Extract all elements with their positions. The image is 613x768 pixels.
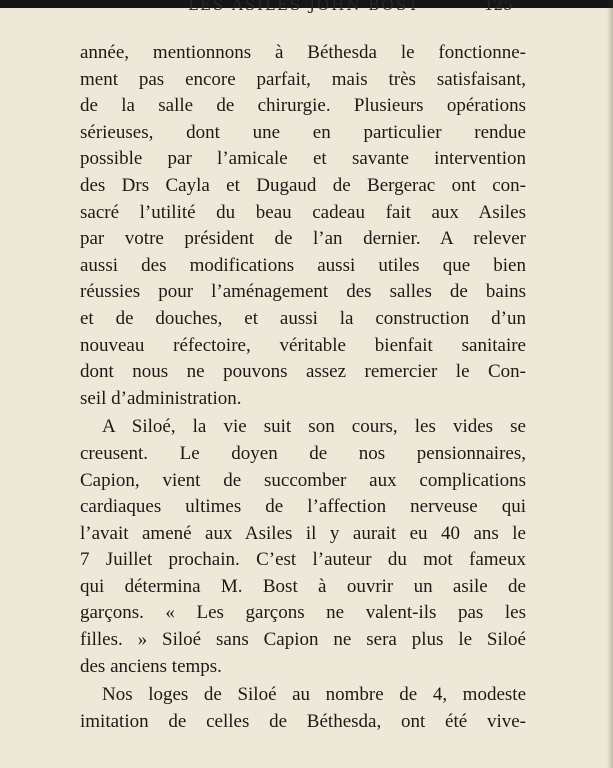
text-line: A Siloé, la vie suit son cours, les vides se bbox=[102, 416, 526, 438]
page-edge-shadow bbox=[607, 0, 613, 768]
text-line: sérieuses, dont une en particulier rendue bbox=[80, 121, 526, 143]
text-line: nouveau réfectoire, véritable bienfait sanitaire bbox=[80, 334, 526, 356]
text-line: creusent. Le doyen de nos pensionnaires, bbox=[80, 442, 526, 464]
text-line: filles. » Siloé sans Capion ne sera plus le Siloé bbox=[80, 629, 526, 651]
text-line: Nos loges de Siloé au nombre de 4, modeste bbox=[102, 684, 526, 706]
text-line: année, mentionnons à Béthesda le fonctionne- bbox=[80, 42, 526, 63]
text-line: 7 Juillet prochain. C’est l’auteur du mot fameux bbox=[80, 549, 526, 571]
text-line: cardiaques ultimes de l’affection nerveuse qui bbox=[80, 496, 526, 518]
text-line: aussi des modifications aussi utiles que bien bbox=[80, 254, 526, 276]
text-line: ment pas encore parfait, mais très satisfaisant, bbox=[80, 68, 526, 90]
body-text bbox=[80, 40, 526, 735]
text-line: sacré l’utilité du beau cadeau fait aux Asiles bbox=[80, 201, 526, 223]
text-line: dont nous ne pouvons assez remercier le Con- bbox=[80, 361, 526, 383]
text-line: et de douches, et aussi la construction d’un bbox=[80, 307, 526, 329]
text-line: seil d’administration. bbox=[80, 387, 242, 409]
text-line: l’avait amené aux Asiles il y aurait eu 40 ans le bbox=[80, 522, 526, 544]
text-line: imitation de celles de Béthesda, ont été vive- bbox=[80, 710, 526, 732]
text-line: garçons. « Les garçons ne valent-ils pas les bbox=[80, 602, 526, 624]
text-line: des anciens temps. bbox=[80, 655, 222, 677]
text-line: qui détermina M. Bost à ouvrir un asile de bbox=[80, 575, 526, 597]
text-line: Capion, vient de succomber aux complications bbox=[80, 469, 526, 491]
text-line: des Drs Cayla et Dugaud de Bergerac ont con- bbox=[80, 174, 526, 196]
text-line: possible par l’amicale et savante intervention bbox=[80, 148, 526, 170]
running-title: LES ASILES JOHN BOST bbox=[188, 0, 421, 14]
running-header bbox=[0, 0, 613, 16]
text-line: par votre président de l’an dernier. A relever bbox=[80, 228, 526, 250]
text-line: réussies pour l’aménagement des salles de bains bbox=[80, 281, 526, 303]
page-number: 125 bbox=[484, 0, 513, 14]
text-line: de la salle de chirurgie. Plusieurs opérations bbox=[80, 95, 526, 117]
